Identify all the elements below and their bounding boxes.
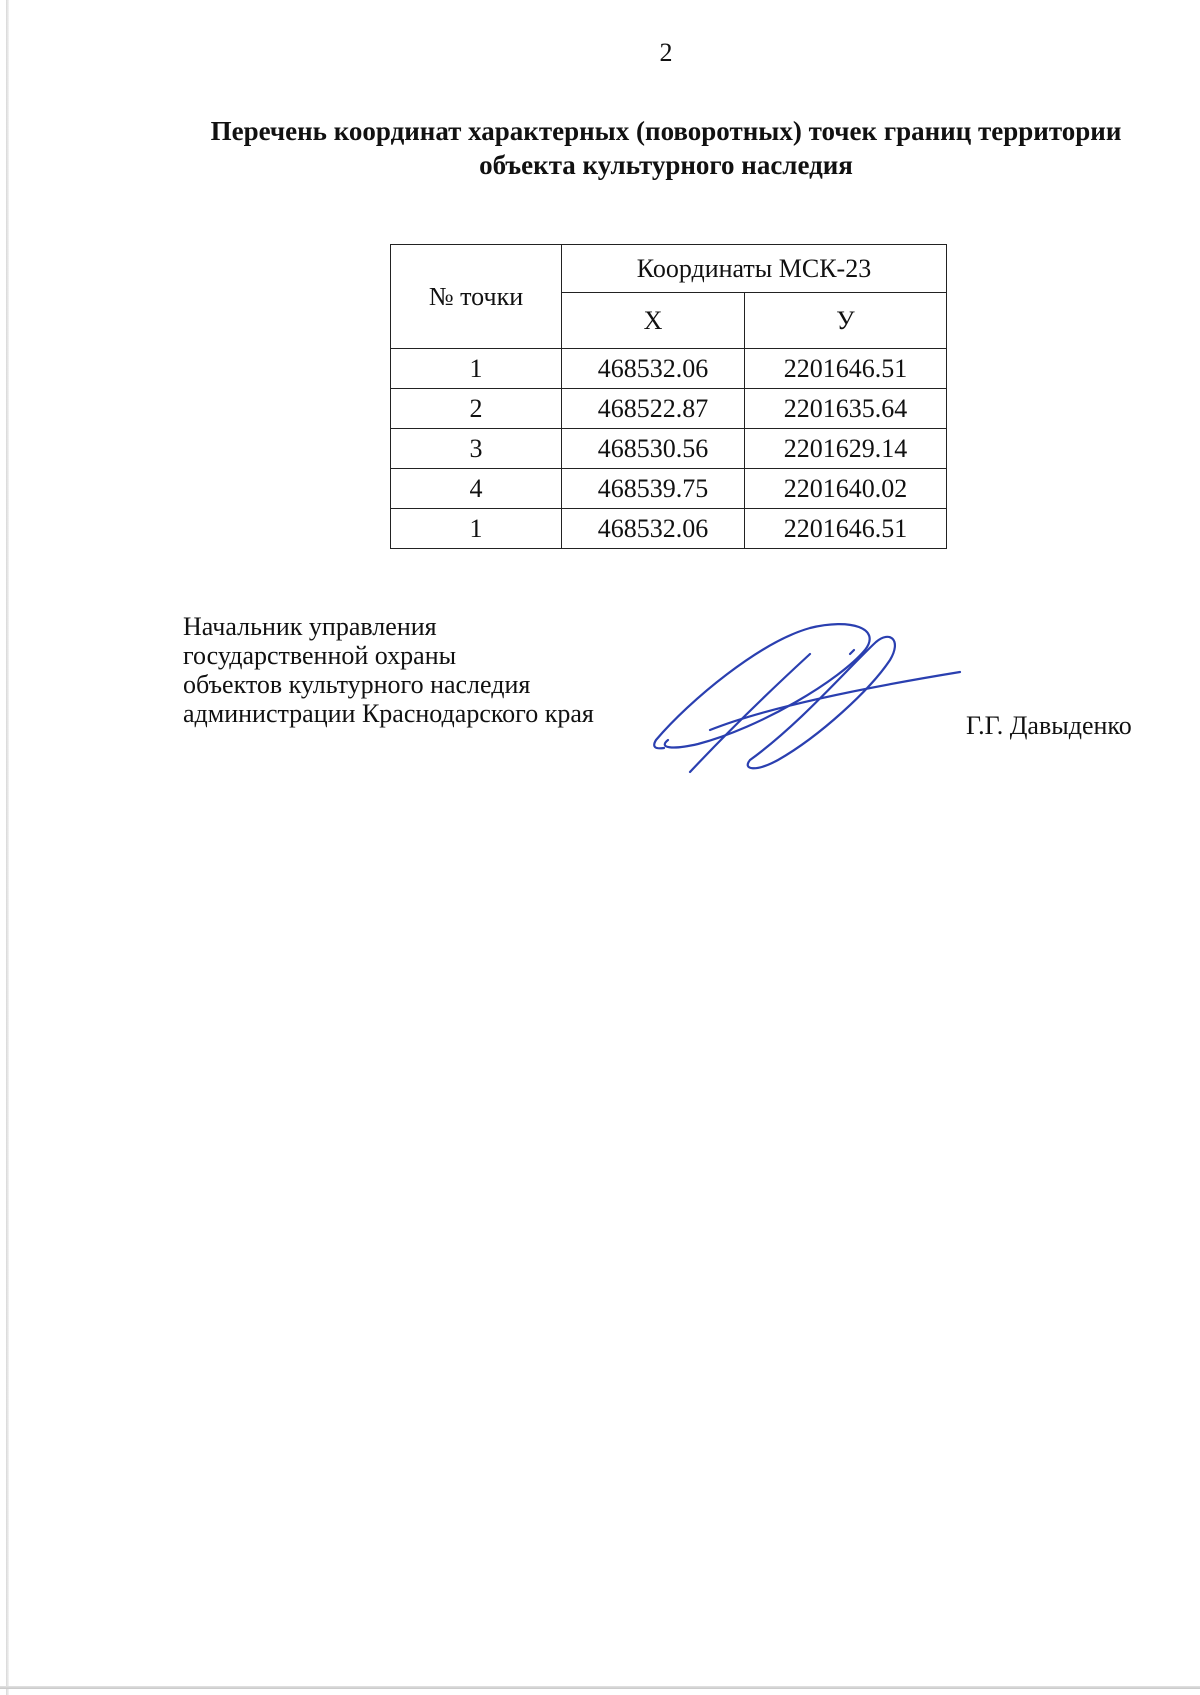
cell-x: 468532.06	[562, 349, 745, 389]
cell-y: 2201646.51	[745, 349, 947, 389]
scan-edge-bottom	[0, 1686, 1200, 1689]
cell-point: 4	[391, 469, 562, 509]
signatory-position	[183, 612, 594, 728]
cell-x: 468532.06	[562, 509, 745, 549]
header-coordinates-system: Координаты МСК-23	[562, 245, 947, 293]
page-number: 2	[659, 38, 673, 67]
signatory-name: Г.Г. Давыденко	[966, 711, 1132, 740]
document-title	[160, 114, 1172, 182]
signatory-position-line-2: государственной охраны	[183, 641, 457, 670]
header-point-number: № точки	[391, 245, 562, 349]
table-row	[391, 389, 947, 429]
cell-y: 2201646.51	[745, 509, 947, 549]
table-row	[391, 429, 947, 469]
table-row	[391, 349, 947, 389]
signatory-position-line-4: администрации Краснодарского края	[183, 699, 594, 728]
table-row	[391, 509, 947, 549]
signatory-position-line-3: объектов культурного наследия	[183, 670, 531, 699]
cell-point: 1	[391, 349, 562, 389]
cell-x: 468530.56	[562, 429, 745, 469]
cell-point: 2	[391, 389, 562, 429]
cell-x: 468539.75	[562, 469, 745, 509]
table-row	[391, 469, 947, 509]
cell-point: 3	[391, 429, 562, 469]
handwritten-signature	[650, 620, 970, 780]
header-x: Х	[562, 293, 745, 349]
cell-y: 2201635.64	[745, 389, 947, 429]
document-title-line-2: объекта культурного наследия	[479, 150, 853, 180]
cell-x: 468522.87	[562, 389, 745, 429]
coordinates-table	[390, 244, 947, 549]
document-title-line-1: Перечень координат характерных (поворотных) точек границ территории	[210, 116, 1122, 146]
cell-y: 2201640.02	[745, 469, 947, 509]
signatory-position-line-1: Начальник управления	[183, 612, 437, 641]
cell-point: 1	[391, 509, 562, 549]
scan-edge-left	[6, 0, 9, 1695]
cell-y: 2201629.14	[745, 429, 947, 469]
header-y: У	[745, 293, 947, 349]
